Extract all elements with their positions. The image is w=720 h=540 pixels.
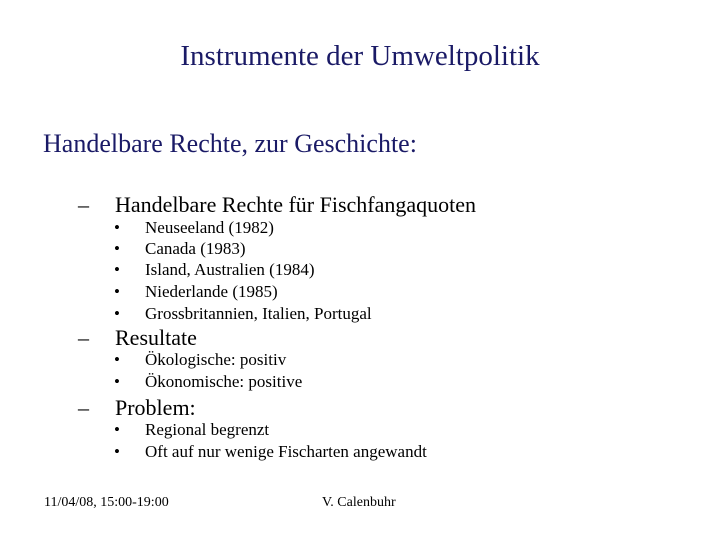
dash-marker: – [78, 192, 89, 217]
list-item-text: Regional begrenzt [145, 420, 270, 439]
slide-title: Instrumente der Umweltpolitik [180, 40, 540, 72]
bullet-marker: • [114, 350, 120, 369]
bullet-marker: • [114, 420, 120, 439]
section-heading: Handelbare Rechte, zur Geschichte: [43, 129, 417, 158]
list-item-text: Grossbritannien, Italien, Portugal [145, 304, 372, 323]
section-2-label: Resultate [115, 325, 197, 350]
bullet-marker: • [114, 239, 120, 258]
bullet-marker: • [114, 260, 120, 279]
section-3-label: Problem: [115, 395, 196, 420]
bullet-marker: • [114, 304, 120, 323]
section-1-label: Handelbare Rechte für Fischfangaquoten [115, 192, 477, 217]
list-item-text: Niederlande (1985) [145, 282, 278, 301]
dash-marker: – [78, 395, 89, 420]
list-item-text: Oft auf nur wenige Fischarten angewandt [145, 442, 427, 461]
bullet-marker: • [114, 372, 120, 391]
list-item-text: Ökonomische: positive [145, 372, 303, 391]
list-item-text: Ökologische: positiv [145, 350, 287, 369]
list-item-text: Canada (1983) [145, 239, 246, 258]
bullet-marker: • [114, 218, 120, 237]
footer-author: V. Calenbuhr [322, 495, 396, 510]
footer-date: 11/04/08, 15:00-19:00 [44, 495, 169, 510]
dash-marker: – [78, 325, 89, 350]
bullet-marker: • [114, 282, 120, 301]
list-item-text: Neuseeland (1982) [145, 218, 274, 237]
bullet-marker: • [114, 442, 120, 461]
list-item-text: Island, Australien (1984) [145, 260, 315, 279]
